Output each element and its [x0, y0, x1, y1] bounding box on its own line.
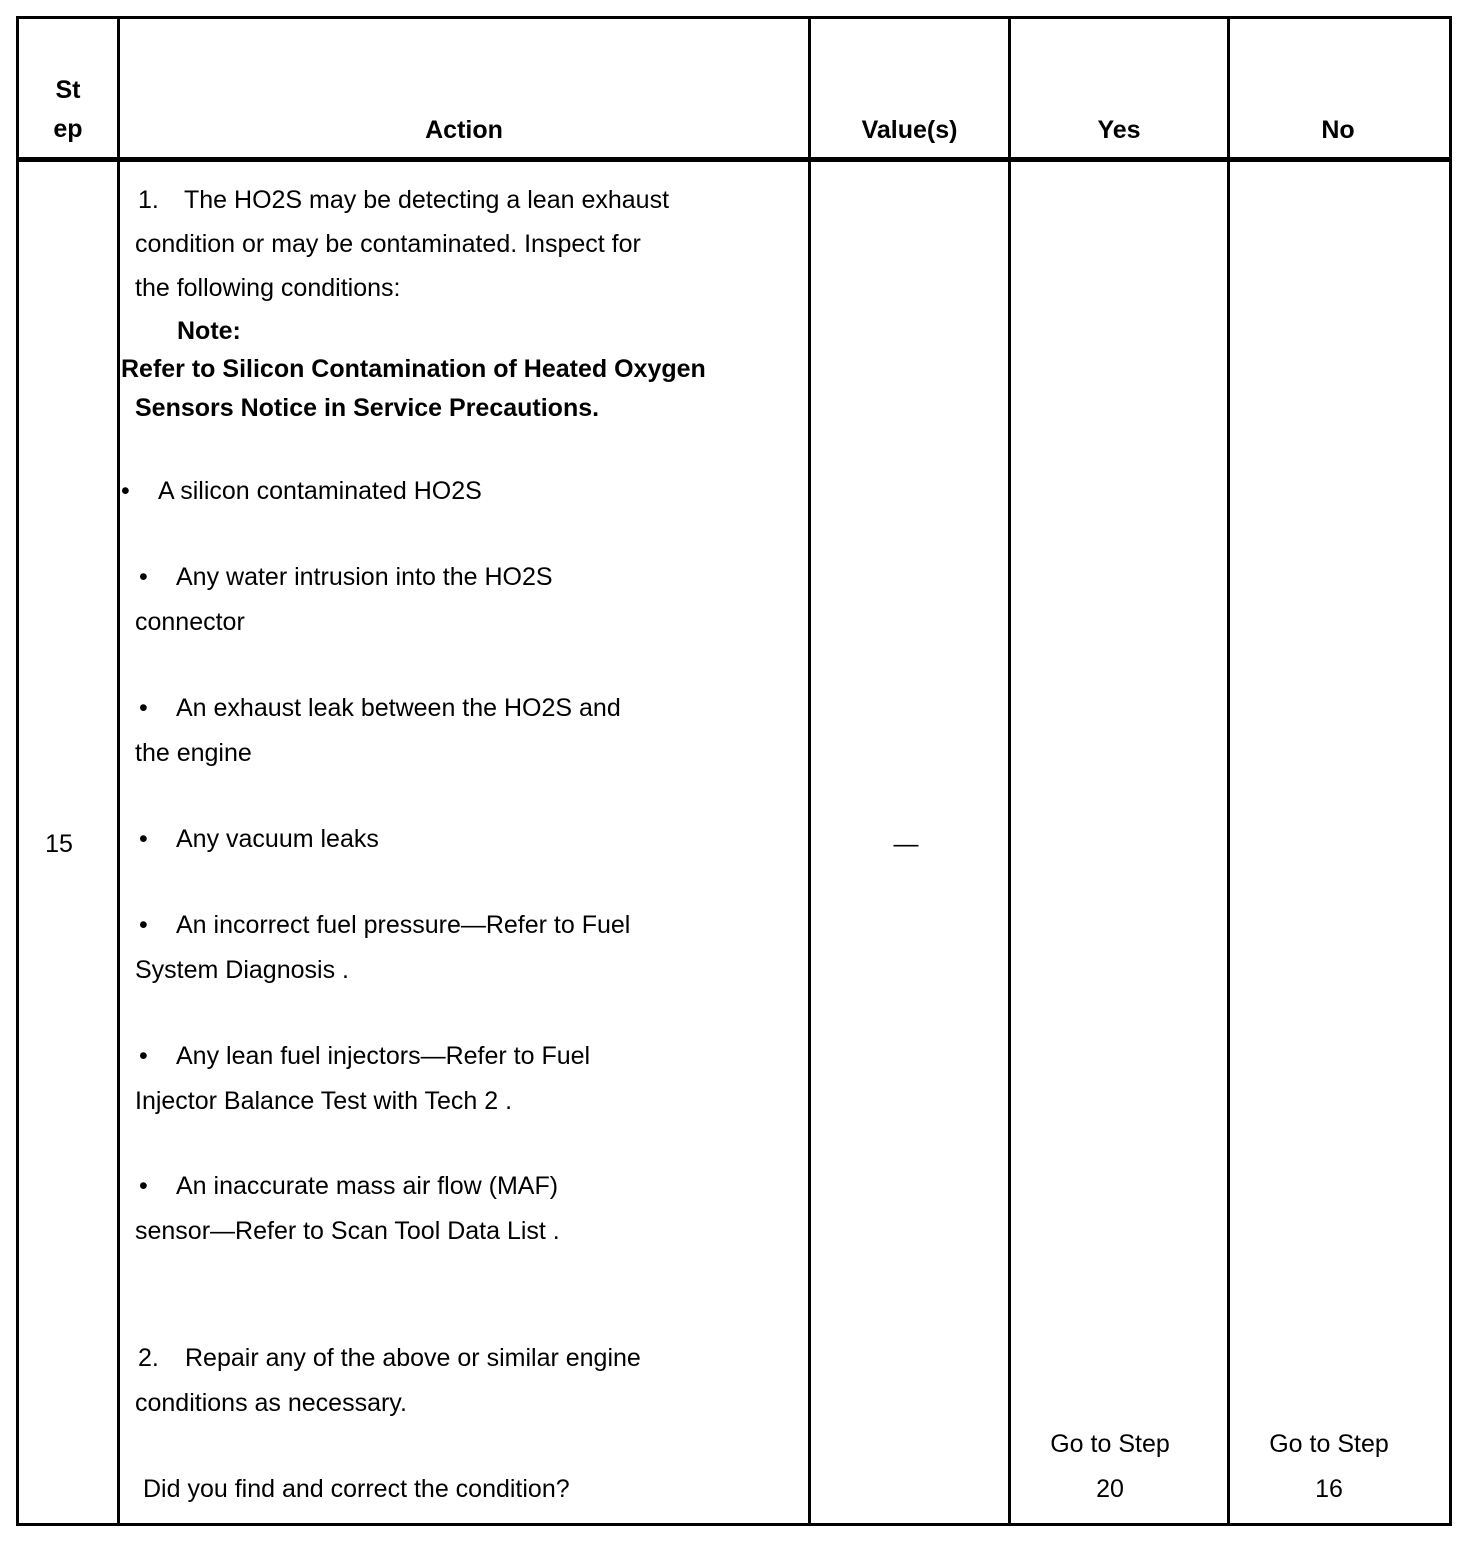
bullet-5-line1: An incorrect fuel pressure—Refer to Fuel — [176, 911, 631, 939]
bullet-1-icon: • — [121, 477, 130, 505]
bullet-6-line1: Any lean fuel injectors—Refer to Fuel — [176, 1042, 591, 1070]
no-line1: Go to Step — [1269, 1430, 1389, 1458]
bullet-3-line2: the engine — [135, 739, 252, 767]
no-line2: 16 — [1315, 1475, 1343, 1503]
item1-line1: The HO2S may be detecting a lean exhaust — [184, 186, 670, 214]
bullet-2-icon: • — [139, 563, 148, 591]
bullet-2-line1: Any water intrusion into the HO2S — [176, 563, 553, 591]
column-divider-action — [808, 16, 811, 1526]
bullet-7-line2: sensor—Refer to Scan Tool Data List . — [135, 1217, 560, 1245]
item1-line3: the following conditions: — [135, 274, 401, 302]
header-step-line1: St — [55, 76, 81, 104]
item1-number: 1. — [138, 186, 159, 214]
bullet-2-line2: connector — [135, 608, 245, 636]
header-step — [19, 76, 117, 144]
step-number: 15 — [45, 830, 73, 858]
yes-line2: 20 — [1096, 1475, 1124, 1503]
column-divider-yes — [1227, 16, 1230, 1526]
column-divider-values — [1008, 16, 1011, 1526]
header-no: No — [1321, 116, 1355, 144]
header-divider — [16, 157, 1452, 162]
column-divider-step — [117, 16, 120, 1526]
bullet-5-line2: System Diagnosis . — [135, 956, 349, 984]
bullet-5-icon: • — [139, 911, 148, 939]
header-action: Action — [425, 116, 503, 144]
bullet-7-line1: An inaccurate mass air flow (MAF) — [176, 1172, 559, 1200]
bullet-3-icon: • — [139, 694, 148, 722]
bullet-6-icon: • — [139, 1042, 148, 1070]
bullet-4-icon: • — [139, 825, 148, 853]
question-text: Did you find and correct the condition? — [143, 1475, 570, 1503]
note-label: Note: — [177, 317, 241, 345]
item2-number: 2. — [138, 1344, 159, 1372]
bullet-1-text: A silicon contaminated HO2S — [158, 477, 482, 505]
value-cell: — — [893, 830, 919, 858]
yes-line1: Go to Step — [1050, 1430, 1170, 1458]
note-line2: Sensors Notice in Service Precautions. — [135, 394, 600, 422]
note-line1: Refer to Silicon Contamination of Heated Oxygen — [121, 355, 706, 383]
header-yes: Yes — [1097, 116, 1141, 144]
bullet-4-text: Any vacuum leaks — [176, 825, 379, 853]
header-values: Value(s) — [861, 116, 958, 144]
item1-line2: condition or may be contaminated. Inspect for — [135, 230, 641, 258]
item2-line2: conditions as necessary. — [135, 1389, 407, 1417]
header-step-line2: ep — [53, 115, 83, 143]
bullet-3-line1: An exhaust leak between the HO2S and — [176, 694, 621, 722]
bullet-7-icon: • — [139, 1172, 148, 1200]
bullet-6-line2: Injector Balance Test with Tech 2 . — [135, 1087, 513, 1115]
item2-line1: Repair any of the above or similar engine — [185, 1344, 641, 1372]
